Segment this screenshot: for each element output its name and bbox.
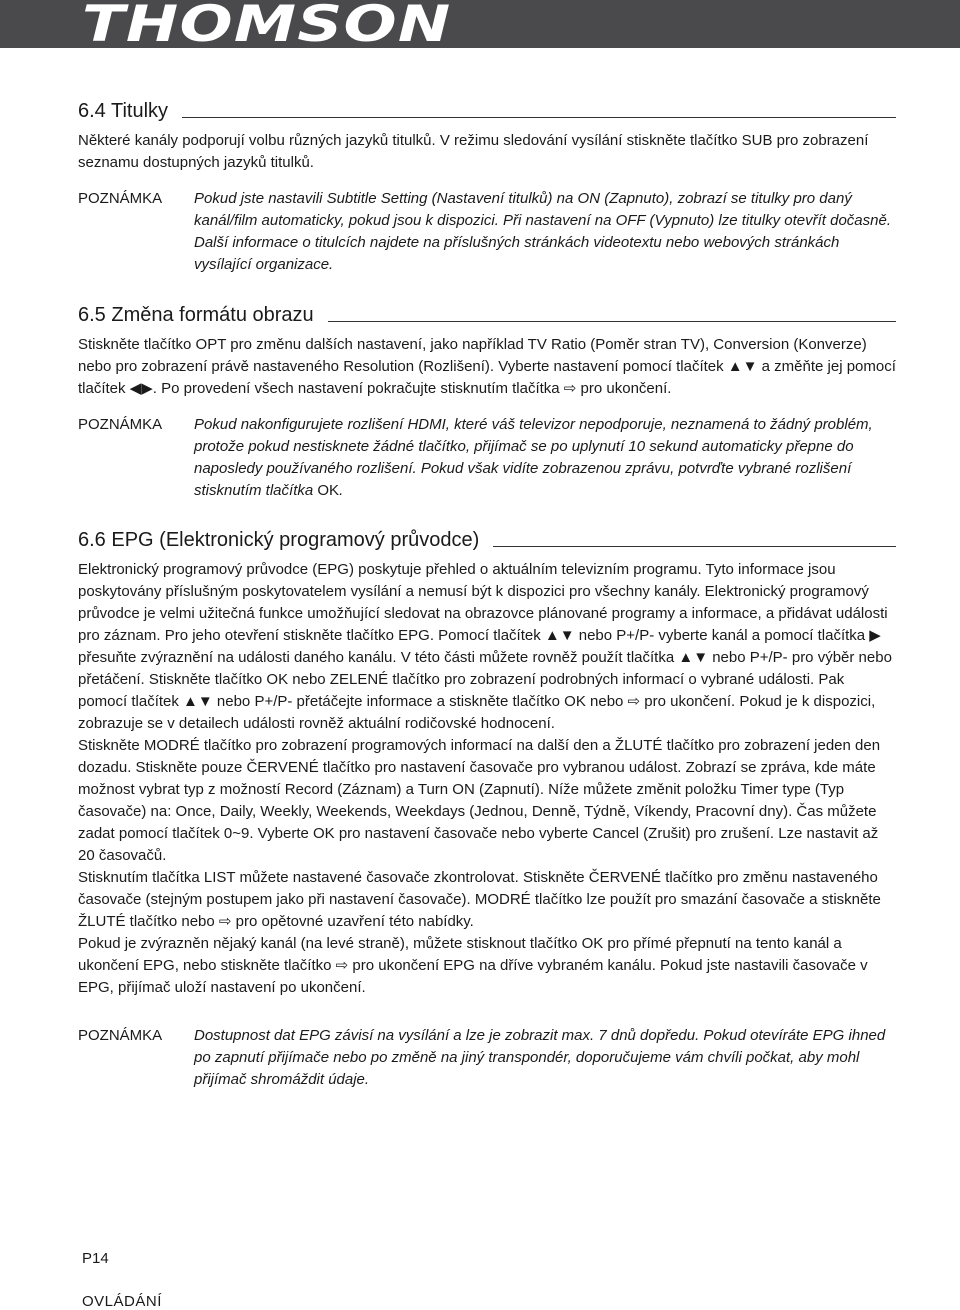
note-block: [78, 1025, 896, 1091]
heading-text: 6.6 EPG (Elektronický programový průvodce): [78, 529, 480, 551]
paragraph: Pokud je zvýrazněn nějaký kanál (na levé straně), můžete stisknout tlačítko OK pro přímé přepnutí na tento kanál a ukončení EPG, nebo stiskněte tlačítko ⇨ pro ukončení EPG na dříve vybraném kanálu. Pokud jste nastavili časovače v EPG, přijímač uloží nastavení po ukončení.: [78, 935, 868, 996]
section-heading: [78, 302, 896, 328]
heading-text: 6.5 Změna formátu obrazu: [78, 304, 314, 326]
section-picture-format: [78, 302, 896, 502]
footer-category: OVLÁDÁNÍ: [82, 1293, 162, 1310]
heading-rule: [493, 546, 896, 547]
section-heading: [78, 98, 896, 124]
note-tag: POZNÁMKA: [78, 190, 163, 207]
page-number: P14: [82, 1250, 109, 1267]
brand-logo: THOMSON: [82, 0, 452, 53]
section-subtitles: [78, 98, 896, 276]
paragraph: Stisknutím tlačítka LIST můžete nastavené časovače zkontrolovat. Stiskněte ČERVENÉ tlačítko pro změnu nastaveného časovače (stejným postupem jako při nastavení časovače). MODRÉ tlačítko lze použít pro smazání časovače a stiskněte ŽLUTÉ tlačítko nebo ⇨ pro opětovné uzavření této nabídky.: [78, 869, 881, 930]
note-text: Dostupnost dat EPG závisí na vysílání a lze je zobrazit max. 7 dnů dopředu. Pokud otevíráte EPG ihned po zapnutí přijímače nebo po změně na jiný transpondér, doporučujeme vám chvíli počkat, aby mohl přijímač shromáždit údaje.: [194, 1027, 886, 1088]
note-tag: POZNÁMKA: [78, 1027, 163, 1044]
note-text-main: Pokud nakonfigurujete rozlišení HDMI, které váš televizor nepodporuje, neznamená to žádný problém, protože pokud nestisknete žádné tlačítko, přijímač se po uplynutí 10 sekund automaticky přepne do naposledy používaného rozlišení. Pokud však vidíte zobrazenou zprávu, potvrďte vybrané rozlišení stisknutím tlačítka: [194, 416, 873, 499]
paragraph: Stiskněte tlačítko OPT pro změnu dalších nastavení, jako například TV Ratio (Poměr stran TV), Conversion (Konverze) nebo pro zobrazení právě nastaveného Resolution (Rozlišení). Vyberte nastavení pomocí tlačítek ▲▼ a změňte jej pomocí tlačítek ◀▶. Po provedení všech nastavení pokračujte stisknutím tlačítka ⇨ pro ukončení.: [78, 336, 896, 397]
header-bar: [0, 0, 960, 53]
heading-rule: [182, 117, 896, 118]
note-tag: POZNÁMKA: [78, 416, 163, 433]
paragraph: Některé kanály podporují volbu různých jazyků titulků. V režimu sledování vysílání stiskněte tlačítko SUB pro zobrazení seznamu dostupných jazyků titulků.: [78, 132, 869, 171]
heading-rule: [328, 321, 896, 322]
note-text: [194, 414, 896, 502]
note-keyword-ok: OK: [317, 482, 340, 499]
note-block: [78, 188, 896, 276]
note-block: [78, 414, 896, 502]
heading-text: 6.4 Titulky: [78, 100, 169, 122]
paragraph: Elektronický programový průvodce (EPG) poskytuje přehled o aktuálním televizním programu. Tyto informace jsou poskytovány příslušným poskytovatelem vysílání a nemusí být k dispozici pro všechny kanály. Elektronický programový průvodce je velmi užitečná funkce umožňující sledovat na obrazovce plánované programy a informace, a přidávat události pro záznam. Pro jeho otevření stiskněte tlačítko EPG. Pomocí tlačítek ▲▼ nebo P+/P- vyberte kanál a pomocí tlačítka ▶ přesuňte zvýraznění na události daného kanálu. V této části můžete rovněž použít tlačítka ▲▼ nebo P+/P- pro výběr nebo přetáčení. Stiskněte tlačítko OK nebo ZELENÉ tlačítko pro zobrazení podrobných informací o vybrané události. Pak pomocí tlačítek ▲▼ nebo P+/P- přetáčejte informace a stiskněte tlačítko OK nebo ⇨ pro ukončení. Pokud je k dispozici, zobrazuje se v detailech události rovněž aktuální rodičovské hodnocení.: [78, 561, 892, 732]
section-epg: [78, 527, 896, 1091]
paragraph: Stiskněte MODRÉ tlačítko pro zobrazení programových informací na další den a ŽLUTÉ tlačítko pro zobrazení jeden den dozadu. Stiskněte pouze ČERVENÉ tlačítko pro nastavení časovače pro vybranou událost. Zobrazí se zpráva, kde máte možnost vybrat typ z možností Record (Záznam) a Turn ON (Zapnutí). Níže můžete změnit položku Timer type (Typ časovače) na: Once, Daily, Weekly, Weekends, Weekdays (Jednou, Denně, Týdně, Víkendy, Pracovní dny). Čas můžete zadat pomocí tlačítek 0~9. Vyberte OK pro nastavení časovače nebo vyberte Cancel (Zrušit) pro zrušení. Lze nastavit až 20 časovačů.: [78, 737, 881, 864]
note-text: Pokud jste nastavili Subtitle Setting (Nastavení titulků) na ON (Zapnuto), zobrazí se titulky pro daný kanál/film automaticky, pokud jsou k dispozici. Při nastavení na OFF (Vypnuto) lze titulky otevřít dočasně. Další informace o titulcích najdete na příslušných stránkách videotextu nebo webových stránkách vysílající organizace.: [194, 190, 891, 273]
section-heading: [78, 527, 896, 553]
note-text-end: .: [339, 482, 344, 499]
